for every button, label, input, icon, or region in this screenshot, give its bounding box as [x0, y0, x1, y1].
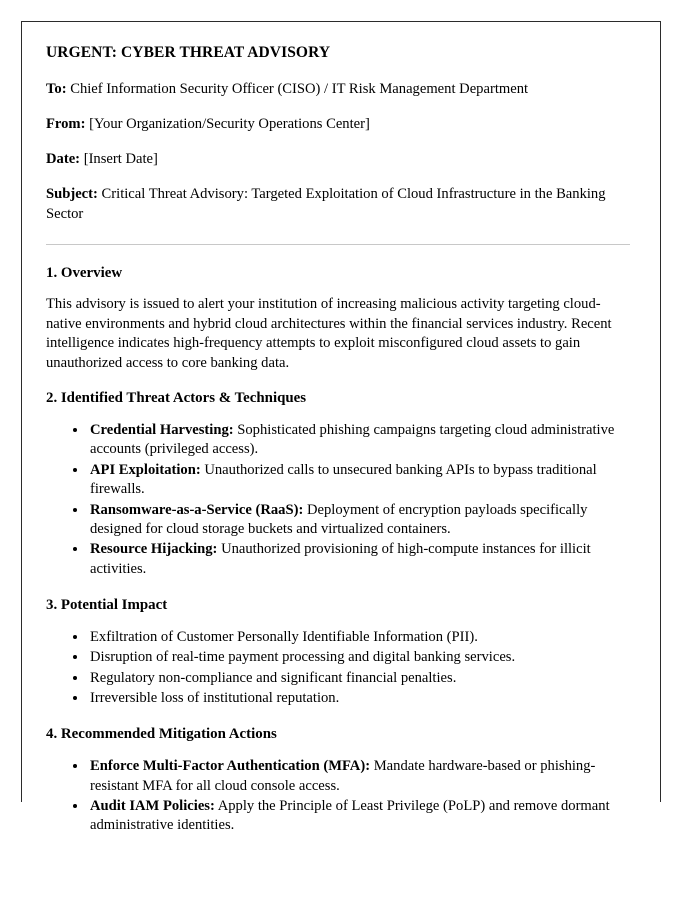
meta-label-date: Date:: [46, 151, 81, 168]
list-item: [88, 669, 630, 688]
header-divider: [46, 244, 630, 245]
list-item: [88, 501, 630, 540]
list-item-text: Exfiltration of Customer Personally Identifiable Information (PII).: [90, 628, 478, 645]
meta-line-to: [46, 80, 630, 99]
section-heading-mitigation-actions: 4. Recommended Mitigation Actions: [46, 726, 277, 743]
list-item-text: Deployment of encryption payloads specifically designed for cloud storage buckets and virtualized containers.: [90, 501, 588, 537]
document-body: [22, 22, 660, 836]
list-item: [88, 540, 630, 579]
section-heading-threat-actors: 2. Identified Threat Actors & Techniques: [46, 390, 307, 407]
list-item-text: Regulatory non-compliance and significant financial penalties.: [90, 669, 457, 686]
list-item-term: Resource Hijacking:: [90, 541, 218, 558]
bullet-list-potential-impact: [46, 628, 630, 709]
list-item-term: Ransomware-as-a-Service (RaaS):: [90, 501, 304, 518]
list-item: [88, 421, 630, 460]
list-item: [88, 689, 630, 708]
list-item: [88, 757, 630, 796]
section-heading-potential-impact: 3. Potential Impact: [46, 597, 168, 614]
meta-line-date: [46, 150, 630, 169]
list-item-text: Apply the Principle of Least Privilege (PoLP) and remove dormant administrative identities.: [90, 797, 610, 834]
page-title: URGENT: CYBER THREAT ADVISORY: [46, 44, 331, 61]
bullet-list-mitigation-actions: [46, 757, 630, 836]
meta-value-to: Chief Information Security Officer (CISO) / IT Risk Management Department: [70, 80, 529, 97]
list-item: [88, 628, 630, 647]
meta-line-subject: [46, 185, 630, 224]
meta-line-from: [46, 115, 630, 134]
meta-label-to: To:: [46, 80, 67, 97]
meta-value-from: [Your Organization/Security Operations Center]: [89, 115, 370, 132]
document-page: [21, 21, 661, 834]
meta-label-subject: Subject:: [46, 186, 98, 203]
list-item-term: API Exploitation:: [90, 461, 201, 478]
list-item-text: Sophisticated phishing campaigns targeting cloud administrative accounts (privileged access).: [90, 421, 615, 458]
list-item-term: Credential Harvesting:: [90, 421, 234, 438]
list-item-term: Audit IAM Policies:: [90, 797, 215, 814]
list-item: [88, 461, 630, 500]
list-item: [88, 797, 630, 836]
meta-value-date: [Insert Date]: [83, 151, 158, 168]
list-item-term: Enforce Multi-Factor Authentication (MFA):: [90, 758, 371, 775]
list-item-text: Mandate hardware-based or phishing-resistant MFA for all cloud console access.: [90, 758, 596, 794]
list-item-text: Disruption of real-time payment processing and digital banking services.: [90, 649, 516, 666]
list-item-text: Unauthorized calls to unsecured banking APIs to bypass traditional firewalls.: [90, 461, 597, 498]
meta-label-from: From:: [46, 115, 86, 132]
list-item-text: Unauthorized provisioning of high-compute instances for illicit activities.: [90, 541, 591, 577]
section-heading-overview: 1. Overview: [46, 264, 123, 281]
meta-value-subject: Critical Threat Advisory: Targeted Exploitation of Cloud Infrastructure in the Banking Sector: [46, 186, 606, 222]
section-paragraph-overview: This advisory is issued to alert your institution of increasing malicious activity targeting cloud-native environments and hybrid cloud architectures within the financial services industry. Recent intelligence indicates high-frequency attempts to exploit misconfigured cloud assets to gain unauthorized access to core banking data.: [46, 296, 612, 371]
bullet-list-threat-actors: [46, 421, 630, 579]
list-item-text: Irreversible loss of institutional reputation.: [90, 690, 340, 707]
list-item: [88, 648, 630, 667]
